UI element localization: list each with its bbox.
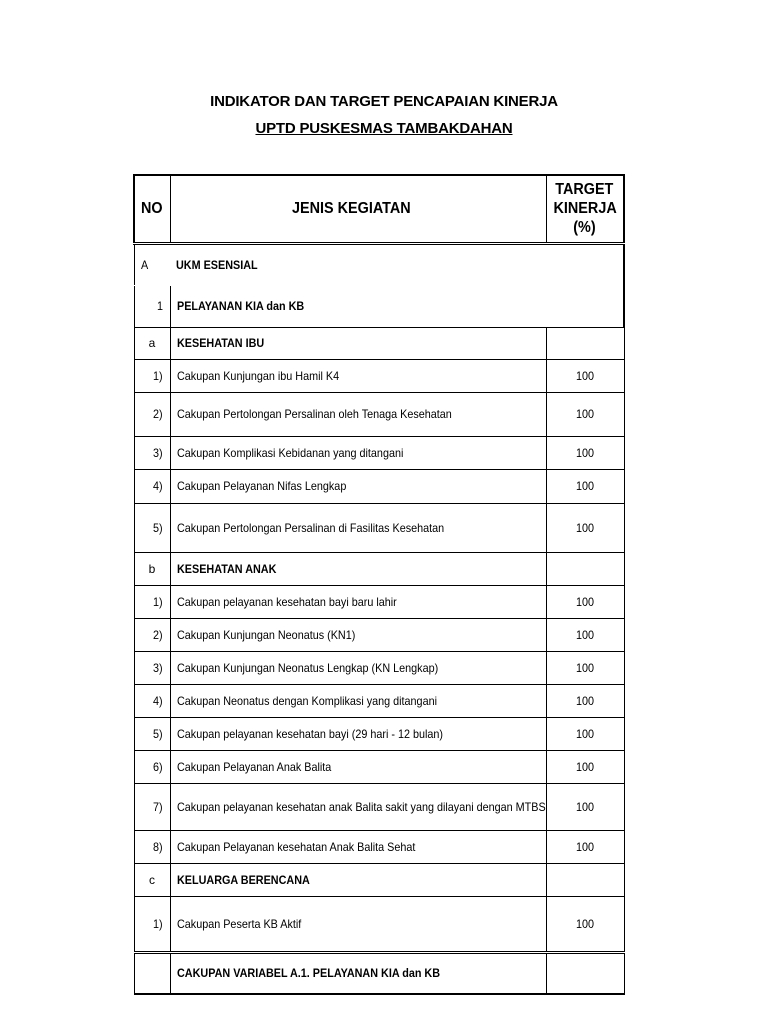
group-a-label-text: KESEHATAN IBU xyxy=(176,336,264,350)
row-label xyxy=(170,436,546,469)
table-row xyxy=(134,436,624,469)
table-row xyxy=(134,830,624,863)
section-a-label-text: UKM ESENSIAL xyxy=(176,257,258,272)
row-target xyxy=(546,359,624,392)
row-target-text: 100 xyxy=(575,407,595,421)
row-target xyxy=(546,717,624,750)
table-row xyxy=(134,359,624,392)
section-a-no-text: A xyxy=(140,257,148,272)
row-target-text: 100 xyxy=(575,693,595,708)
row-label-text: Cakupan pelayanan kesehatan bayi baru lahir xyxy=(176,594,397,609)
column-header-no-text: NO xyxy=(141,199,163,217)
table-row xyxy=(134,783,624,830)
section-1-no xyxy=(134,285,170,327)
row-target-text: 100 xyxy=(575,368,595,383)
row-label xyxy=(170,618,546,651)
row-target xyxy=(546,684,624,717)
group-row-a xyxy=(134,327,624,359)
table-row xyxy=(134,717,624,750)
table-header-row xyxy=(134,175,624,243)
row-target xyxy=(546,436,624,469)
section-a-label xyxy=(170,243,624,285)
row-no xyxy=(134,469,170,503)
table-row xyxy=(134,585,624,618)
row-label xyxy=(170,392,546,436)
summary-no xyxy=(134,952,170,994)
row-label-text: Cakupan Kunjungan ibu Hamil K4 xyxy=(176,368,339,383)
row-no-text: 1) xyxy=(152,916,163,931)
row-target xyxy=(546,783,624,830)
group-c-label-text: KELUARGA BERENCANA xyxy=(176,872,310,887)
group-c-target xyxy=(546,863,624,896)
row-label-text: Cakupan Peserta KB Aktif xyxy=(176,916,301,931)
row-label-text: Cakupan Neonatus dengan Komplikasi yang ditangani xyxy=(176,693,437,708)
table-row xyxy=(134,392,624,436)
group-b-label-text: KESEHATAN ANAK xyxy=(176,561,276,576)
row-target-text: 100 xyxy=(575,839,595,854)
row-no xyxy=(134,392,170,436)
row-target xyxy=(546,469,624,503)
section-1-label xyxy=(170,285,624,327)
row-label-text: Cakupan Kunjungan Neonatus Lengkap (KN Lengkap) xyxy=(176,660,438,675)
row-label xyxy=(170,359,546,392)
row-no xyxy=(134,359,170,392)
row-no-text: 7) xyxy=(152,799,163,814)
table-row xyxy=(134,651,624,684)
column-header-target-line2: KINERJA xyxy=(553,200,617,218)
row-label xyxy=(170,503,546,552)
row-target-text: 100 xyxy=(575,726,595,741)
row-target-text: 100 xyxy=(575,627,595,642)
row-no-text: 5) xyxy=(152,520,163,535)
group-b-no-text: b xyxy=(148,561,156,576)
column-header-target xyxy=(546,175,624,243)
table-row xyxy=(134,618,624,651)
table-row xyxy=(134,896,624,952)
row-label xyxy=(170,717,546,750)
row-no xyxy=(134,896,170,952)
row-target xyxy=(546,503,624,552)
row-label xyxy=(170,783,546,830)
row-target xyxy=(546,651,624,684)
row-label-text: Cakupan Pertolongan Persalinan oleh Tenaga Kesehatan xyxy=(176,407,452,421)
row-label xyxy=(170,750,546,783)
document-title-text: INDIKATOR DAN TARGET PENCAPAIAN KINERJA xyxy=(210,93,558,110)
section-row-1 xyxy=(134,285,624,327)
row-target-text: 100 xyxy=(575,916,595,931)
group-b-target xyxy=(546,552,624,585)
row-label-text: Cakupan Kunjungan Neonatus (KN1) xyxy=(176,627,355,642)
table-row xyxy=(134,750,624,783)
group-a-label xyxy=(170,327,546,359)
group-b-label xyxy=(170,552,546,585)
row-label-text: Cakupan Komplikasi Kebidanan yang ditangani xyxy=(176,445,403,460)
table-row xyxy=(134,503,624,552)
row-no xyxy=(134,436,170,469)
row-label-text: Cakupan Pelayanan kesehatan Anak Balita Sehat xyxy=(176,839,415,854)
section-1-label-text: PELAYANAN KIA dan KB xyxy=(176,299,304,313)
row-no xyxy=(134,717,170,750)
row-target xyxy=(546,585,624,618)
column-header-target-line3: (%) xyxy=(573,219,596,237)
row-label xyxy=(170,651,546,684)
row-no-text: 8) xyxy=(152,839,163,854)
table-row xyxy=(134,469,624,503)
section-a-no xyxy=(134,243,170,285)
row-no xyxy=(134,783,170,830)
document-subtitle xyxy=(0,120,768,137)
row-no-text: 5) xyxy=(152,726,163,741)
row-label-text: Cakupan pelayanan kesehatan bayi (29 hari - 12 bulan) xyxy=(176,726,443,741)
indicator-table xyxy=(133,174,625,995)
row-no xyxy=(134,684,170,717)
section-1-no-text: 1 xyxy=(156,299,163,313)
row-no-text: 1) xyxy=(152,594,163,609)
group-a-no xyxy=(134,327,170,359)
summary-label-text: CAKUPAN VARIABEL A.1. PELAYANAN KIA dan KB xyxy=(176,966,440,981)
summary-target xyxy=(546,952,624,994)
row-target-text: 100 xyxy=(575,445,595,460)
row-label-text: Cakupan Pelayanan Nifas Lengkap xyxy=(176,479,346,493)
row-target-text: 100 xyxy=(575,799,595,814)
group-b-no xyxy=(134,552,170,585)
group-row-c xyxy=(134,863,624,896)
column-header-no xyxy=(134,175,170,243)
row-target xyxy=(546,392,624,436)
group-c-label xyxy=(170,863,546,896)
document-subtitle-text: UPTD PUSKESMAS TAMBAKDAHAN xyxy=(255,120,513,137)
row-no xyxy=(134,651,170,684)
row-label-text: Cakupan Pelayanan Anak Balita xyxy=(176,759,331,774)
row-no-text: 3) xyxy=(152,445,163,460)
row-label xyxy=(170,896,546,952)
row-target-text: 100 xyxy=(575,759,595,774)
row-target-text: 100 xyxy=(575,479,595,493)
row-target-text: 100 xyxy=(575,520,595,535)
row-no xyxy=(134,830,170,863)
row-target xyxy=(546,618,624,651)
row-label xyxy=(170,585,546,618)
row-label xyxy=(170,830,546,863)
column-header-target-line1: TARGET xyxy=(555,181,614,199)
row-target xyxy=(546,896,624,952)
group-c-no-text: c xyxy=(149,872,155,887)
row-target-text: 100 xyxy=(575,594,595,609)
table-row xyxy=(134,684,624,717)
row-no xyxy=(134,585,170,618)
row-label xyxy=(170,684,546,717)
group-c-no xyxy=(134,863,170,896)
row-no xyxy=(134,750,170,783)
group-row-b xyxy=(134,552,624,585)
row-no-text: 1) xyxy=(152,368,163,383)
column-header-jenis xyxy=(170,175,546,243)
summary-row xyxy=(134,952,624,994)
row-no-text: 4) xyxy=(152,479,163,493)
document-title xyxy=(0,93,768,110)
group-a-no-text: a xyxy=(148,336,156,350)
row-target-text: 100 xyxy=(575,660,595,675)
row-label-text: Cakupan Pertolongan Persalinan di Fasilitas Kesehatan xyxy=(176,520,444,535)
summary-label xyxy=(170,952,546,994)
column-header-jenis-text: JENIS KEGIATAN xyxy=(292,199,411,217)
row-no-text: 2) xyxy=(152,627,163,642)
row-no-text: 6) xyxy=(152,759,163,774)
row-label-text: Cakupan pelayanan kesehatan anak Balita sakit yang dilayani dengan MTBS xyxy=(176,799,546,814)
row-no-text: 3) xyxy=(152,660,163,675)
section-row-a xyxy=(134,243,624,285)
row-target xyxy=(546,750,624,783)
row-no xyxy=(134,618,170,651)
row-no-text: 4) xyxy=(152,693,163,708)
row-no xyxy=(134,503,170,552)
row-no-text: 2) xyxy=(152,407,163,421)
row-target xyxy=(546,830,624,863)
group-a-target xyxy=(546,327,624,359)
row-label xyxy=(170,469,546,503)
